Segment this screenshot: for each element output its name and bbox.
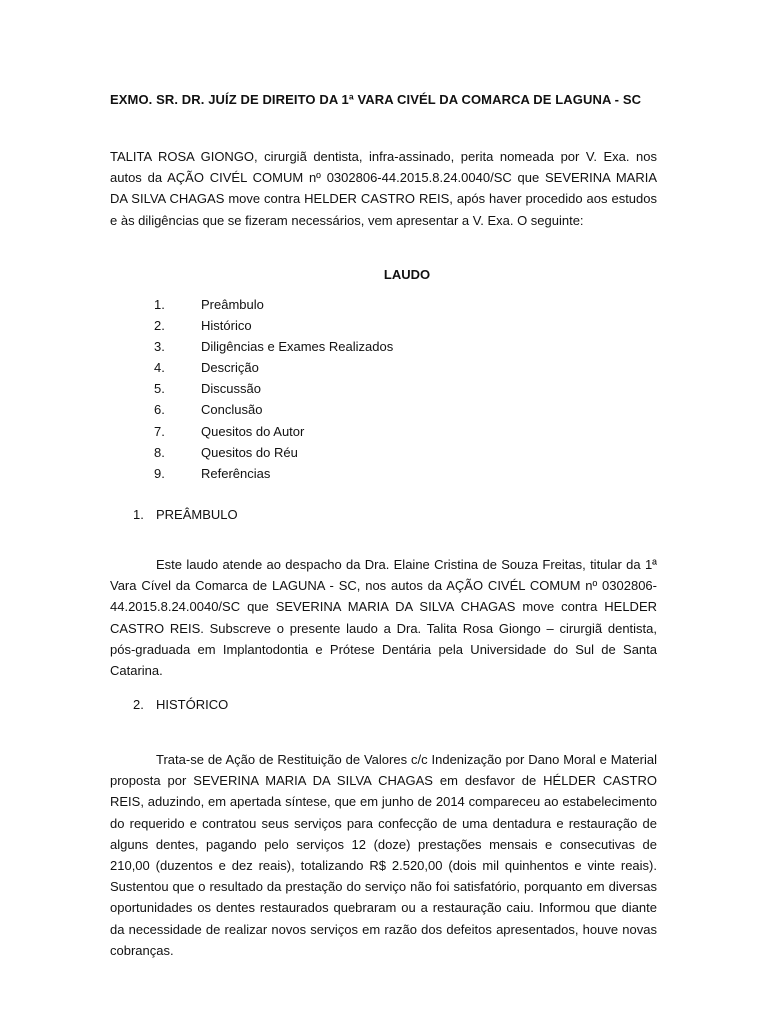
historico-paragraph: Trata-se de Ação de Restituição de Valores c/c Indenização por Dano Moral e Material proposta por SEVERINA MARIA DA SILVA CHAGAS em desfavor de HÉLDER CASTRO REIS, aduzindo, em apertada síntese, que em junho de 2014 compareceu ao estabelecimento do requerido e contratou seus serviços para confecção de uma dentadura e restauração de alguns dentes, pagando pelo serviços 12 (doze) prestações mensais e consecutivas de 210,00 (duzentos e dez reais), totalizando R$ 2.520,00 (dois mil quinhentos e vinte reais). Sustentou que o resultado da prestação do serviço não foi satisfatório, porquanto em diversas oportunidades os dentes restaurados quebraram ou a restauração caiu. Informou que diante da necessidade de realizar novos serviços em razão dos defeitos apresentados, houve novas cobranças. [110, 752, 657, 958]
toc-item-number: 1. [154, 297, 165, 312]
section-number: 2. [133, 697, 144, 712]
section-number: 1. [133, 507, 144, 522]
toc-item-label: Discussão [201, 381, 261, 397]
section-title-historico [133, 697, 228, 712]
toc-item-number: 8. [154, 444, 165, 460]
toc-item-number: 9. [154, 465, 165, 481]
toc-item-label: Referências [201, 465, 271, 481]
toc-item-label: Conclusão [201, 402, 263, 418]
toc-item [154, 315, 393, 336]
table-of-contents [154, 294, 393, 484]
toc-item [154, 399, 393, 420]
document-heading: EXMO. SR. DR. JUÍZ DE DIREITO DA 1ª VARA CIVÉL DA COMARCA DE LAGUNA - SC [110, 92, 642, 107]
toc-item [154, 357, 393, 378]
toc-item [154, 442, 393, 463]
toc-item-label: Descrição [201, 360, 259, 376]
laudo-title: LAUDO [383, 267, 431, 282]
toc-item-label: Diligências e Exames Realizados [201, 339, 394, 355]
section-title-text: PREÂMBULO [156, 507, 238, 522]
intro-paragraph: TALITA ROSA GIONGO, cirurgiã dentista, infra-assinado, perita nomeada por V. Exa. nos autos da AÇÃO CIVÉL COMUM nº 0302806-44.2015.8.24.0040/SC que SEVERINA MARIA DA SILVA CHAGAS move contra HELDER CASTRO REIS, após haver procedido aos estudos e às diligências que se fizeram necessários, vem apresentar a V. Exa. O seguinte: [110, 149, 657, 228]
toc-item-number: 7. [154, 423, 165, 439]
toc-item [154, 421, 393, 442]
toc-item-number: 6. [154, 402, 165, 418]
section-title-preambulo [133, 507, 238, 522]
toc-item [154, 294, 393, 315]
toc-item-label: Preâmbulo [201, 297, 264, 312]
toc-item-number: 5. [154, 381, 165, 397]
toc-item-number: 2. [154, 318, 165, 334]
toc-item [154, 463, 393, 484]
preambulo-paragraph: Este laudo atende ao despacho da Dra. Elaine Cristina de Souza Freitas, titular da 1ª Vara Cível da Comarca de LAGUNA - SC, nos autos da AÇÃO CIVÉL COMUM nº 0302806-44.2015.8.24.0040/SC que SEVERINA MARIA DA SILVA CHAGAS move contra HELDER CASTRO REIS. Subscreve o presente laudo a Dra. Talita Rosa Giongo – cirurgiã dentista, pós-graduada em Implantodontia e Prótese Dentária pela Universidade do Sul de Santa Catarina. [110, 557, 657, 679]
section-title-text: HISTÓRICO [156, 697, 229, 712]
toc-item-number: 4. [154, 360, 165, 376]
toc-item-label: Histórico [201, 318, 252, 334]
toc-item-number: 3. [154, 339, 165, 355]
toc-item-label: Quesitos do Autor [201, 423, 305, 439]
toc-item [154, 378, 393, 399]
toc-item-label: Quesitos do Réu [201, 444, 298, 460]
toc-item [154, 336, 393, 357]
